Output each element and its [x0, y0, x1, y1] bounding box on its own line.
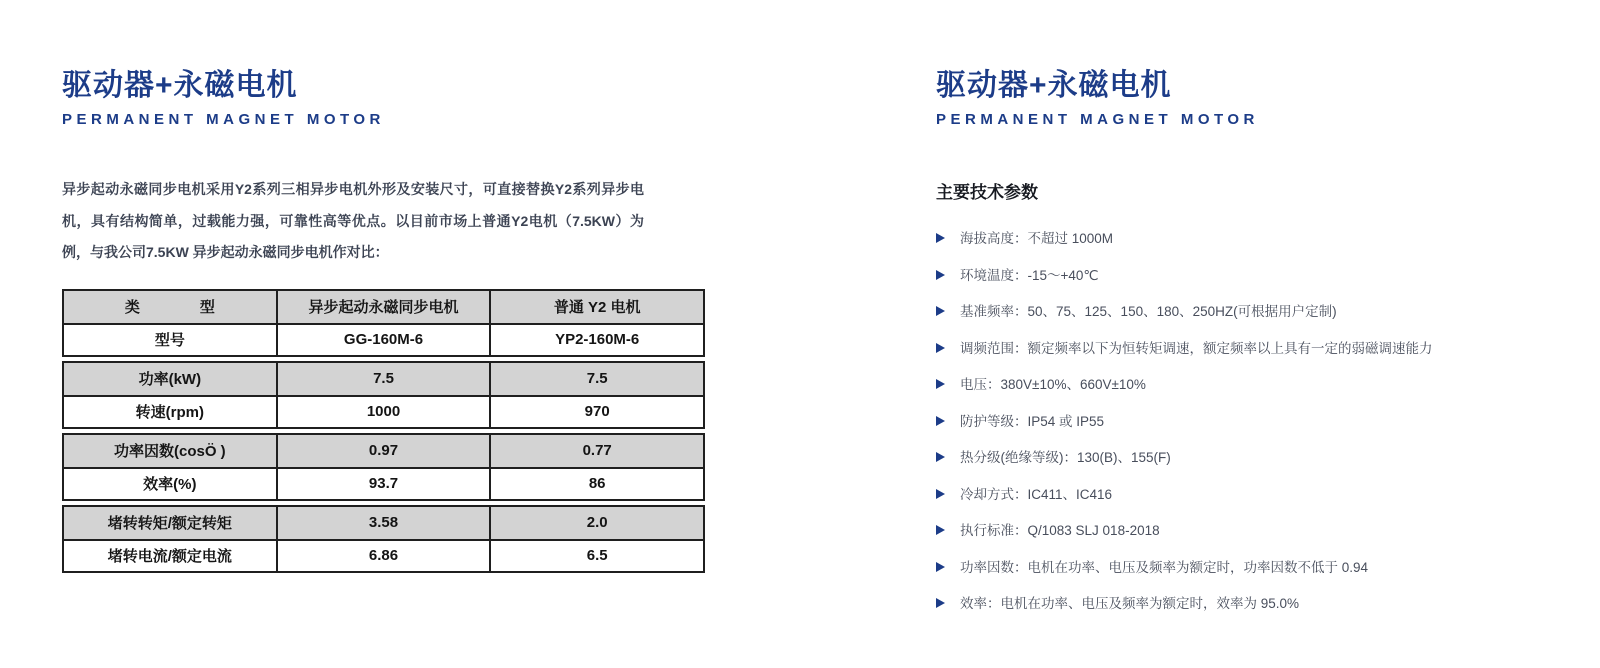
spec-item — [936, 302, 1600, 321]
table-cell: 7.5 — [489, 363, 703, 395]
table-row — [64, 291, 703, 323]
spec-text: 电压：380V±10%、660V±10% — [960, 377, 1146, 392]
spec-item — [936, 229, 1600, 248]
table-cell: 堵转电流/额定电流 — [107, 548, 232, 565]
table-cell: 6.86 — [276, 541, 490, 571]
spec-text: 冷却方式：IC411、IC416 — [960, 486, 1113, 502]
table-cell: 转速(rpm) — [135, 404, 204, 421]
page-title: 驱动器+永磁电机 — [936, 69, 1172, 102]
triangle-bullet-icon — [936, 306, 945, 316]
spec-text: 基准频率：50、75、125、150、180、250HZ(可根据用户定制) — [960, 304, 1337, 319]
spec-item — [936, 448, 1600, 467]
specs-list — [936, 229, 1600, 613]
spec-item — [936, 485, 1600, 504]
right-page — [800, 0, 1600, 668]
table-cell: GG-160M-6 — [276, 325, 490, 355]
table-cell: 0.97 — [276, 435, 490, 467]
spec-text: 环境温度：-15～+40℃ — [960, 267, 1099, 283]
page-subtitle: PERMANENT MAGNET MOTOR — [62, 111, 385, 128]
spec-item — [936, 558, 1600, 577]
page-subtitle: PERMANENT MAGNET MOTOR — [936, 111, 1259, 128]
spec-item — [936, 375, 1600, 394]
table-block — [62, 505, 705, 573]
table-cell: YP2-160M-6 — [489, 325, 703, 355]
spec-text: 热分级(绝缘等级)：130(B)、155(F) — [960, 450, 1171, 465]
table-cell: 93.7 — [276, 469, 490, 499]
table-cell: 1000 — [276, 397, 490, 427]
triangle-bullet-icon — [936, 343, 945, 353]
table-cell: 2.0 — [489, 507, 703, 539]
table-cell: 0.77 — [489, 435, 703, 467]
table-row — [64, 467, 703, 499]
spec-item — [936, 266, 1600, 285]
triangle-bullet-icon — [936, 562, 945, 572]
table-row — [64, 323, 703, 355]
spec-text: 功率因数：电机在功率、电压及频率为额定时，功率因数不低于 0.94 — [960, 559, 1369, 575]
spec-text: 执行标准：Q/1083 SLJ 018-2018 — [960, 523, 1160, 538]
table-cell: 6.5 — [489, 541, 703, 571]
table-row — [64, 539, 703, 571]
table-cell: 86 — [489, 469, 703, 499]
triangle-bullet-icon — [936, 598, 945, 608]
right-title-block — [936, 68, 1600, 128]
spec-text: 海拔高度：不超过 1000M — [960, 231, 1114, 246]
spec-item — [936, 412, 1600, 431]
triangle-bullet-icon — [936, 525, 945, 535]
table-cell: 功率因数(cosÖ ) — [113, 443, 226, 460]
table-row — [64, 435, 703, 467]
spec-text: 调频范围：额定频率以下为恒转矩调速，额定频率以上具有一定的弱磁调速能力 — [960, 340, 1433, 356]
comparison-table — [62, 289, 705, 573]
table-block — [62, 433, 705, 501]
triangle-bullet-icon — [936, 416, 945, 426]
table-cell: 效率(%) — [143, 476, 197, 493]
table-cell: 7.5 — [276, 363, 490, 395]
table-cell: 异步起动永磁同步电机 — [276, 291, 490, 323]
spec-item — [936, 521, 1600, 540]
spec-text: 效率：电机在功率、电压及频率为额定时，效率为 95.0% — [960, 596, 1300, 611]
spec-item — [936, 594, 1600, 613]
table-row — [64, 507, 703, 539]
table-row — [64, 395, 703, 427]
table-cell: 功率(kW) — [138, 371, 202, 388]
spec-text: 防护等级：IP54 或 IP55 — [960, 413, 1105, 429]
table-cell: 普通 Y2 电机 — [489, 291, 703, 323]
table-block — [62, 361, 705, 429]
table-row — [64, 363, 703, 395]
table-cell: 型号 — [154, 332, 185, 349]
triangle-bullet-icon — [936, 452, 945, 462]
triangle-bullet-icon — [936, 270, 945, 280]
intro-paragraph: 异步起动永磁同步电机采用Y2系列三相异步电机外形及安装尺寸，可直接替换Y2系列异步电机，具有结构简单，过载能力强，可靠性高等优点。以目前市场上普通Y2电机（7.5KW）为例，与我公司7.5KW 异步起动永磁同步电机作对比： — [62, 181, 644, 260]
left-title-block — [62, 68, 800, 128]
page-title: 驱动器+永磁电机 — [62, 69, 298, 102]
spec-item — [936, 339, 1600, 358]
specs-heading: 主要技术参数 — [936, 183, 1038, 202]
table-block — [62, 289, 705, 357]
table-cell: 3.58 — [276, 507, 490, 539]
table-cell: 堵转转矩/额定转矩 — [107, 515, 232, 532]
triangle-bullet-icon — [936, 379, 945, 389]
table-cell: 类 型 — [124, 299, 215, 316]
triangle-bullet-icon — [936, 489, 945, 499]
table-cell: 970 — [489, 397, 703, 427]
triangle-bullet-icon — [936, 233, 945, 243]
